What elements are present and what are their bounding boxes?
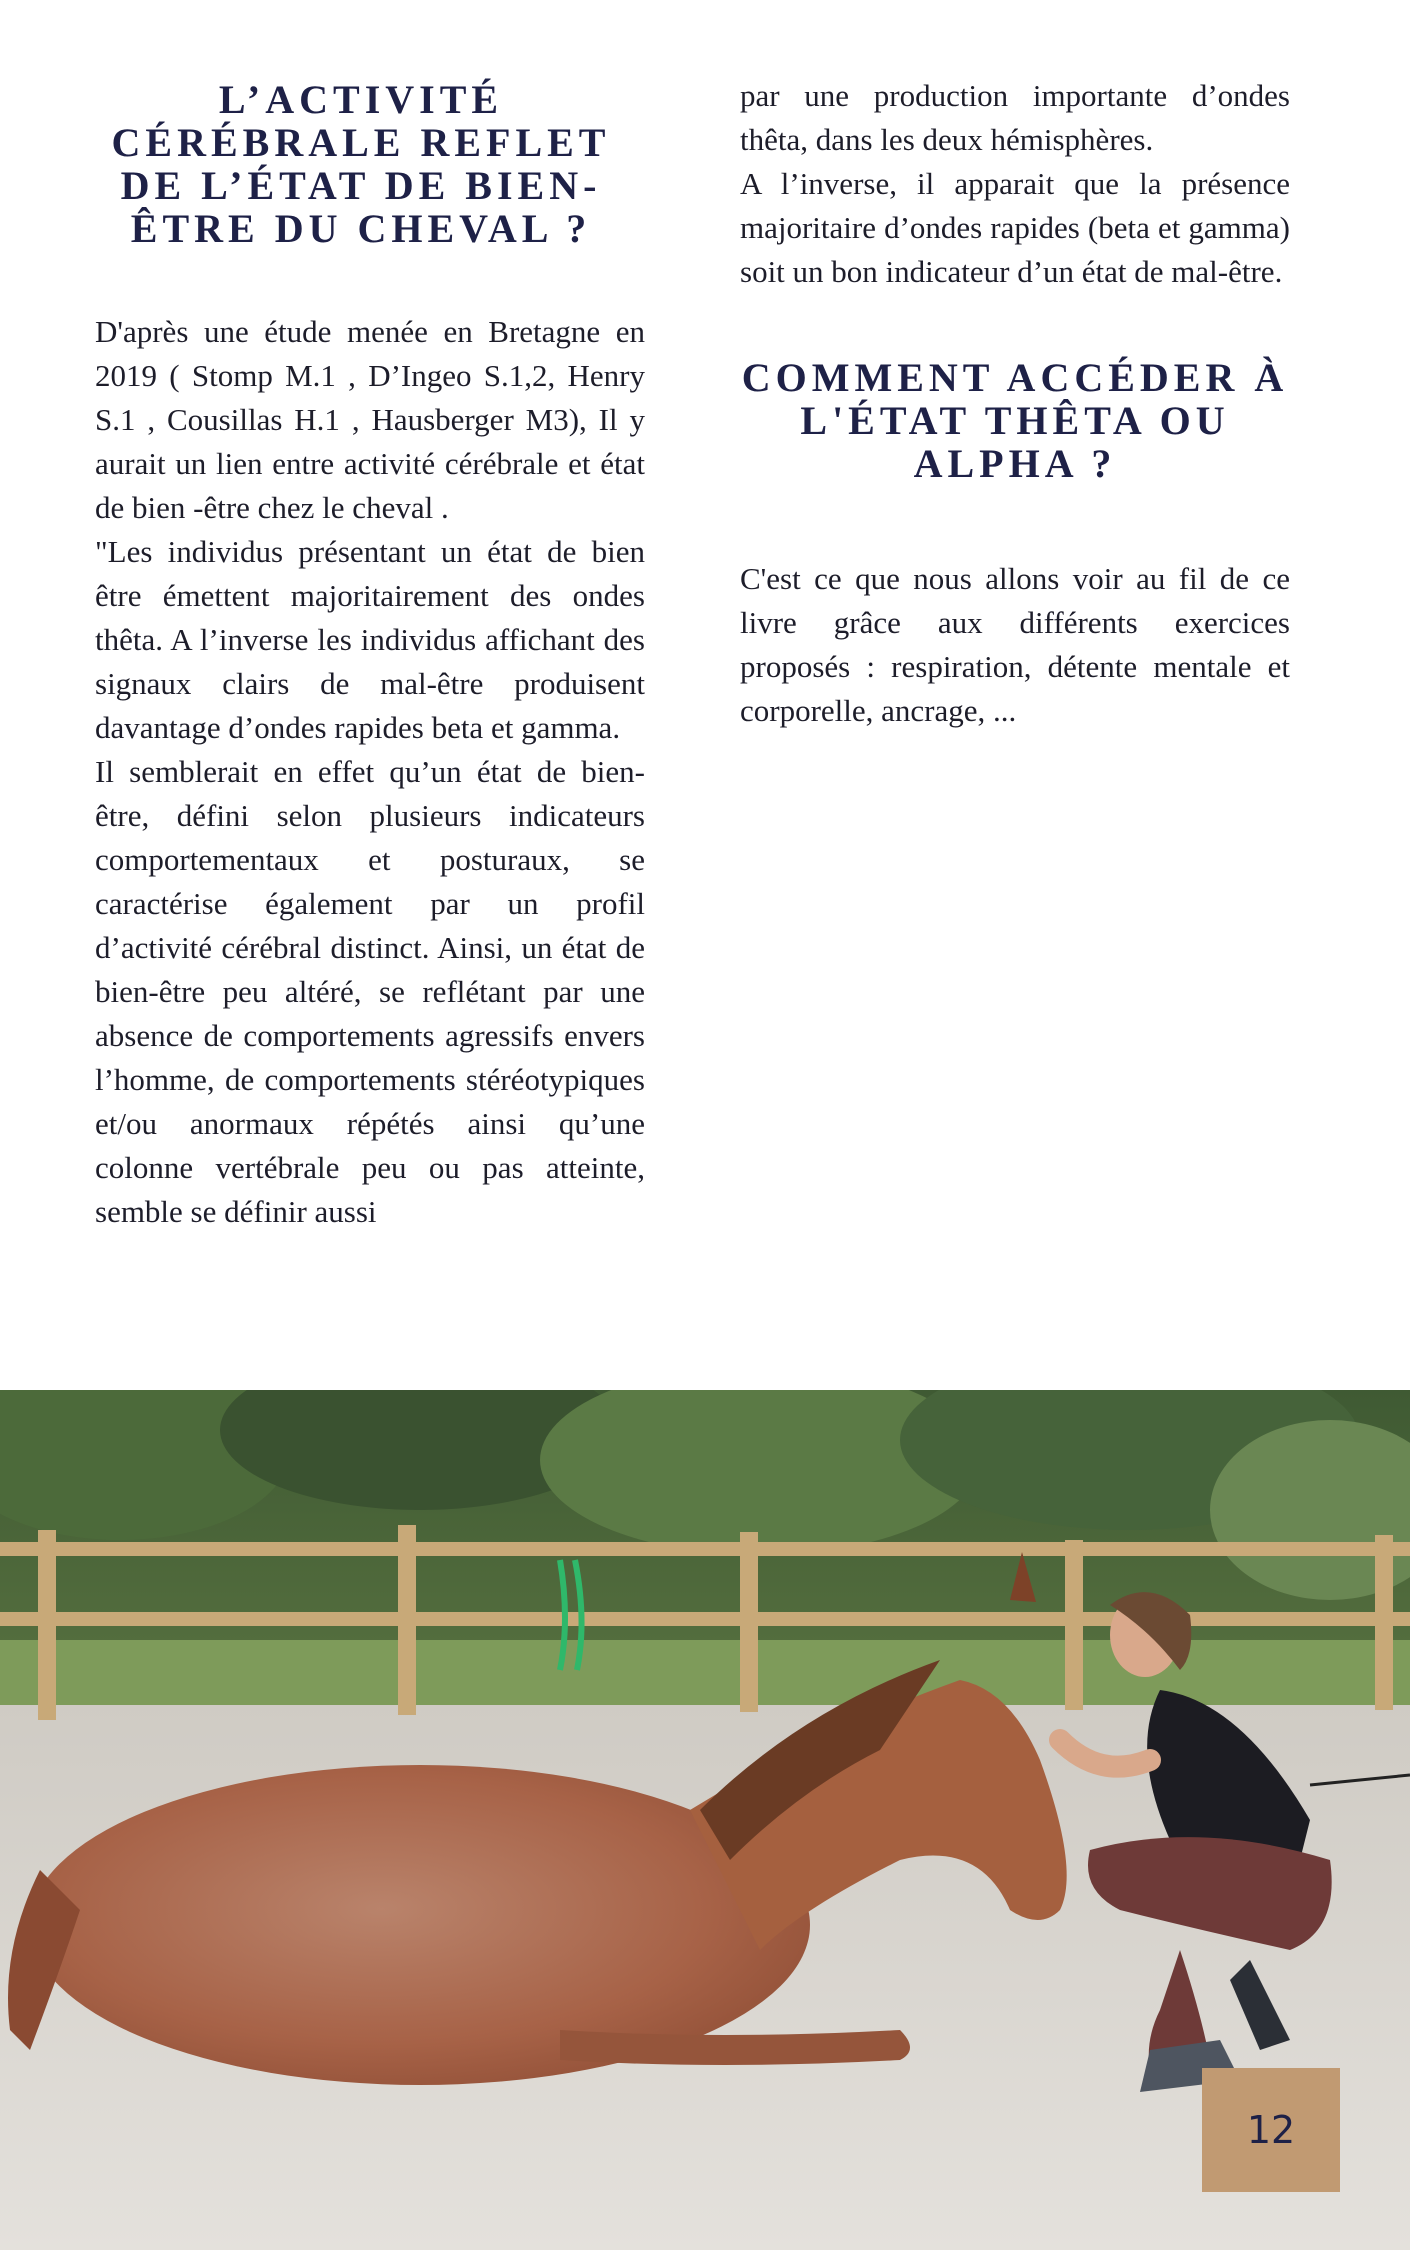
left-column — [95, 0, 645, 1234]
right-column — [740, 0, 1290, 733]
page-number-box — [1202, 2068, 1340, 2192]
paragraph-quote-waves: "Les individus présentant un état de bien être émettent majoritairement des ondes thêta. A l’inverse les individus affichant des signaux clairs de mal-être produisent davantage d’ondes rapides beta et gamma. — [95, 534, 645, 745]
section-heading-brain-activity: L’ACTIVITÉ CÉRÉBRALE REFLET DE L’ÉTAT DE BIEN-ÊTRE DU CHEVAL ? — [111, 77, 611, 251]
photo-horse-lying-with-woman — [0, 1390, 1410, 2250]
paragraph-study-intro: D'après une étude menée en Bretagne en 2019 ( Stomp M.1 , D’Ingeo S.1,2, Henry S.1 , Cousillas H.1 , Hausberger M3), Il y aurait un lien entre activité cérébrale et état de bien -être chez le cheval . — [95, 314, 645, 525]
paragraph-exercises: C'est ce que nous allons voir au fil de ce livre grâce aux différents exercices proposés : respiration, détente mentale et corporelle, ancrage, ... — [740, 561, 1290, 728]
page-number: 12 — [1246, 2108, 1296, 2152]
paragraph-continuation-fast-waves: A l’inverse, il apparait que la présence majoritaire d’ondes rapides (beta et gamma) soit un bon indicateur d’un état de mal-être. — [740, 166, 1290, 289]
paragraph-wellbeing-profile: Il semblerait en effet qu’un état de bien-être, défini selon plusieurs indicateurs comportementaux et posturaux, se caractérise également par un profil d’activité cérébral distinct. Ainsi, un état de bien-être peu altéré, se reflétant par une absence de comportements agressifs envers l’homme, de comportements stéréotypiques et/ou anormaux répétés ainsi qu’une colonne vertébrale peu ou pas atteinte, semble se définir aussi — [95, 754, 645, 1229]
paragraph-continuation-theta: par une production importante d’ondes thêta, dans les deux hémisphères. — [740, 78, 1290, 157]
section-heading-access-theta: COMMENT ACCÉDER À L'ÉTAT THÊTA OU ALPHA ? — [741, 355, 1289, 486]
